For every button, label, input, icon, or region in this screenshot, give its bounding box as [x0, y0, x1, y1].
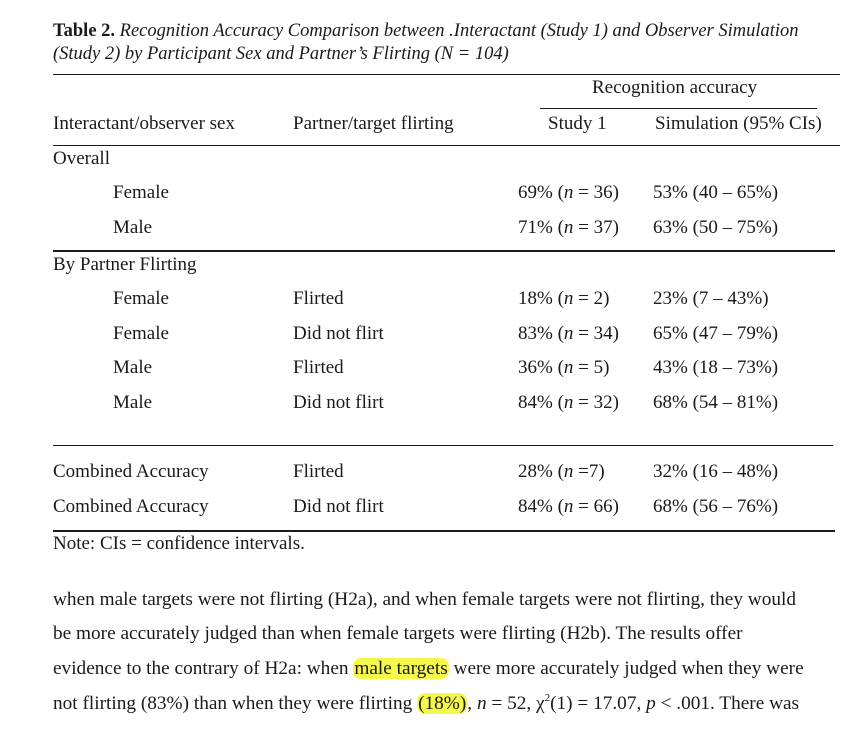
top-rule	[53, 74, 840, 75]
table-note: Note: CIs = confidence intervals.	[53, 533, 305, 554]
row-study1: 28% (n =7)	[518, 461, 605, 482]
header-col-sex: Interactant/observer sex	[53, 113, 235, 134]
row-sex: Male	[113, 217, 153, 238]
paragraph-line-2: be more accurately judged than when female targets were flirting (H2b). The results offer	[53, 623, 743, 644]
row-study1: 71% (n = 37)	[518, 217, 619, 238]
row-sex: Female	[113, 182, 169, 203]
row-flirting: Did not flirt	[293, 323, 384, 344]
header-col-sim: Simulation (95% CIs)	[655, 113, 822, 134]
header-rule	[53, 145, 840, 146]
paragraph-line-3: evidence to the contrary of H2a: when male targets were more accurately judged when they were	[53, 658, 804, 679]
row-study1: 84% (n = 66)	[518, 496, 619, 517]
row-study1: 36% (n = 5)	[518, 357, 610, 378]
row-sim: 63% (50 – 75%)	[653, 217, 779, 238]
row-sex: Male	[113, 392, 153, 413]
highlight-18-percent: (18%)	[418, 693, 467, 714]
header-group-label: Recognition accuracy	[592, 77, 758, 98]
row-study1: 83% (n = 34)	[518, 323, 619, 344]
row-flirting: Flirted	[293, 461, 344, 482]
row-sim: 23% (7 – 43%)	[653, 288, 769, 309]
row-sex: Combined Accuracy	[53, 496, 209, 517]
table-caption-title: Recognition Accuracy Comparison between .Interactant (Study 1) and Observer Simulation (Study 2) by Participant Sex and Partner’s Flirting (N = 104)	[53, 21, 799, 64]
row-sex: Male	[113, 357, 153, 378]
row-study1: 69% (n = 36)	[518, 182, 619, 203]
overall-bottom-rule	[53, 250, 835, 252]
table-bottom-rule	[53, 530, 835, 532]
row-flirting: Did not flirt	[293, 392, 384, 413]
table-caption	[53, 20, 833, 66]
section-by-partner: By Partner Flirting	[53, 254, 197, 275]
row-sex: Female	[113, 288, 169, 309]
row-flirting: Flirted	[293, 288, 344, 309]
row-sex: Combined Accuracy	[53, 461, 209, 482]
table-caption-label: Table 2.	[53, 21, 116, 41]
row-sim: 65% (47 – 79%)	[653, 323, 779, 344]
row-study1: 18% (n = 2)	[518, 288, 610, 309]
header-col-study1: Study 1	[548, 113, 607, 134]
row-sim: 68% (54 – 81%)	[653, 392, 779, 413]
paragraph-line-4: not flirting (83%) than when they were flirting (18%), n = 52, $\chi^2(1) = 17.07$, p < .001. There was	[53, 692, 800, 714]
section-overall: Overall	[53, 148, 110, 169]
row-study1: 84% (n = 32)	[518, 392, 619, 413]
row-sim: 53% (40 – 65%)	[653, 182, 779, 203]
row-flirting: Flirted	[293, 357, 344, 378]
combined-top-rule	[53, 445, 833, 446]
paragraph-line-1: when male targets were not flirting (H2a), and when female targets were not flirting, they would	[53, 589, 796, 610]
row-sim: 43% (18 – 73%)	[653, 357, 779, 378]
row-sex: Female	[113, 323, 169, 344]
row-sim: 68% (56 – 76%)	[653, 496, 779, 517]
row-flirting: Did not flirt	[293, 496, 384, 517]
group-rule	[540, 108, 817, 109]
header-col-flirting: Partner/target flirting	[293, 113, 454, 134]
highlight-male-targets: male targets	[354, 658, 448, 679]
row-sim: 32% (16 – 48%)	[653, 461, 779, 482]
